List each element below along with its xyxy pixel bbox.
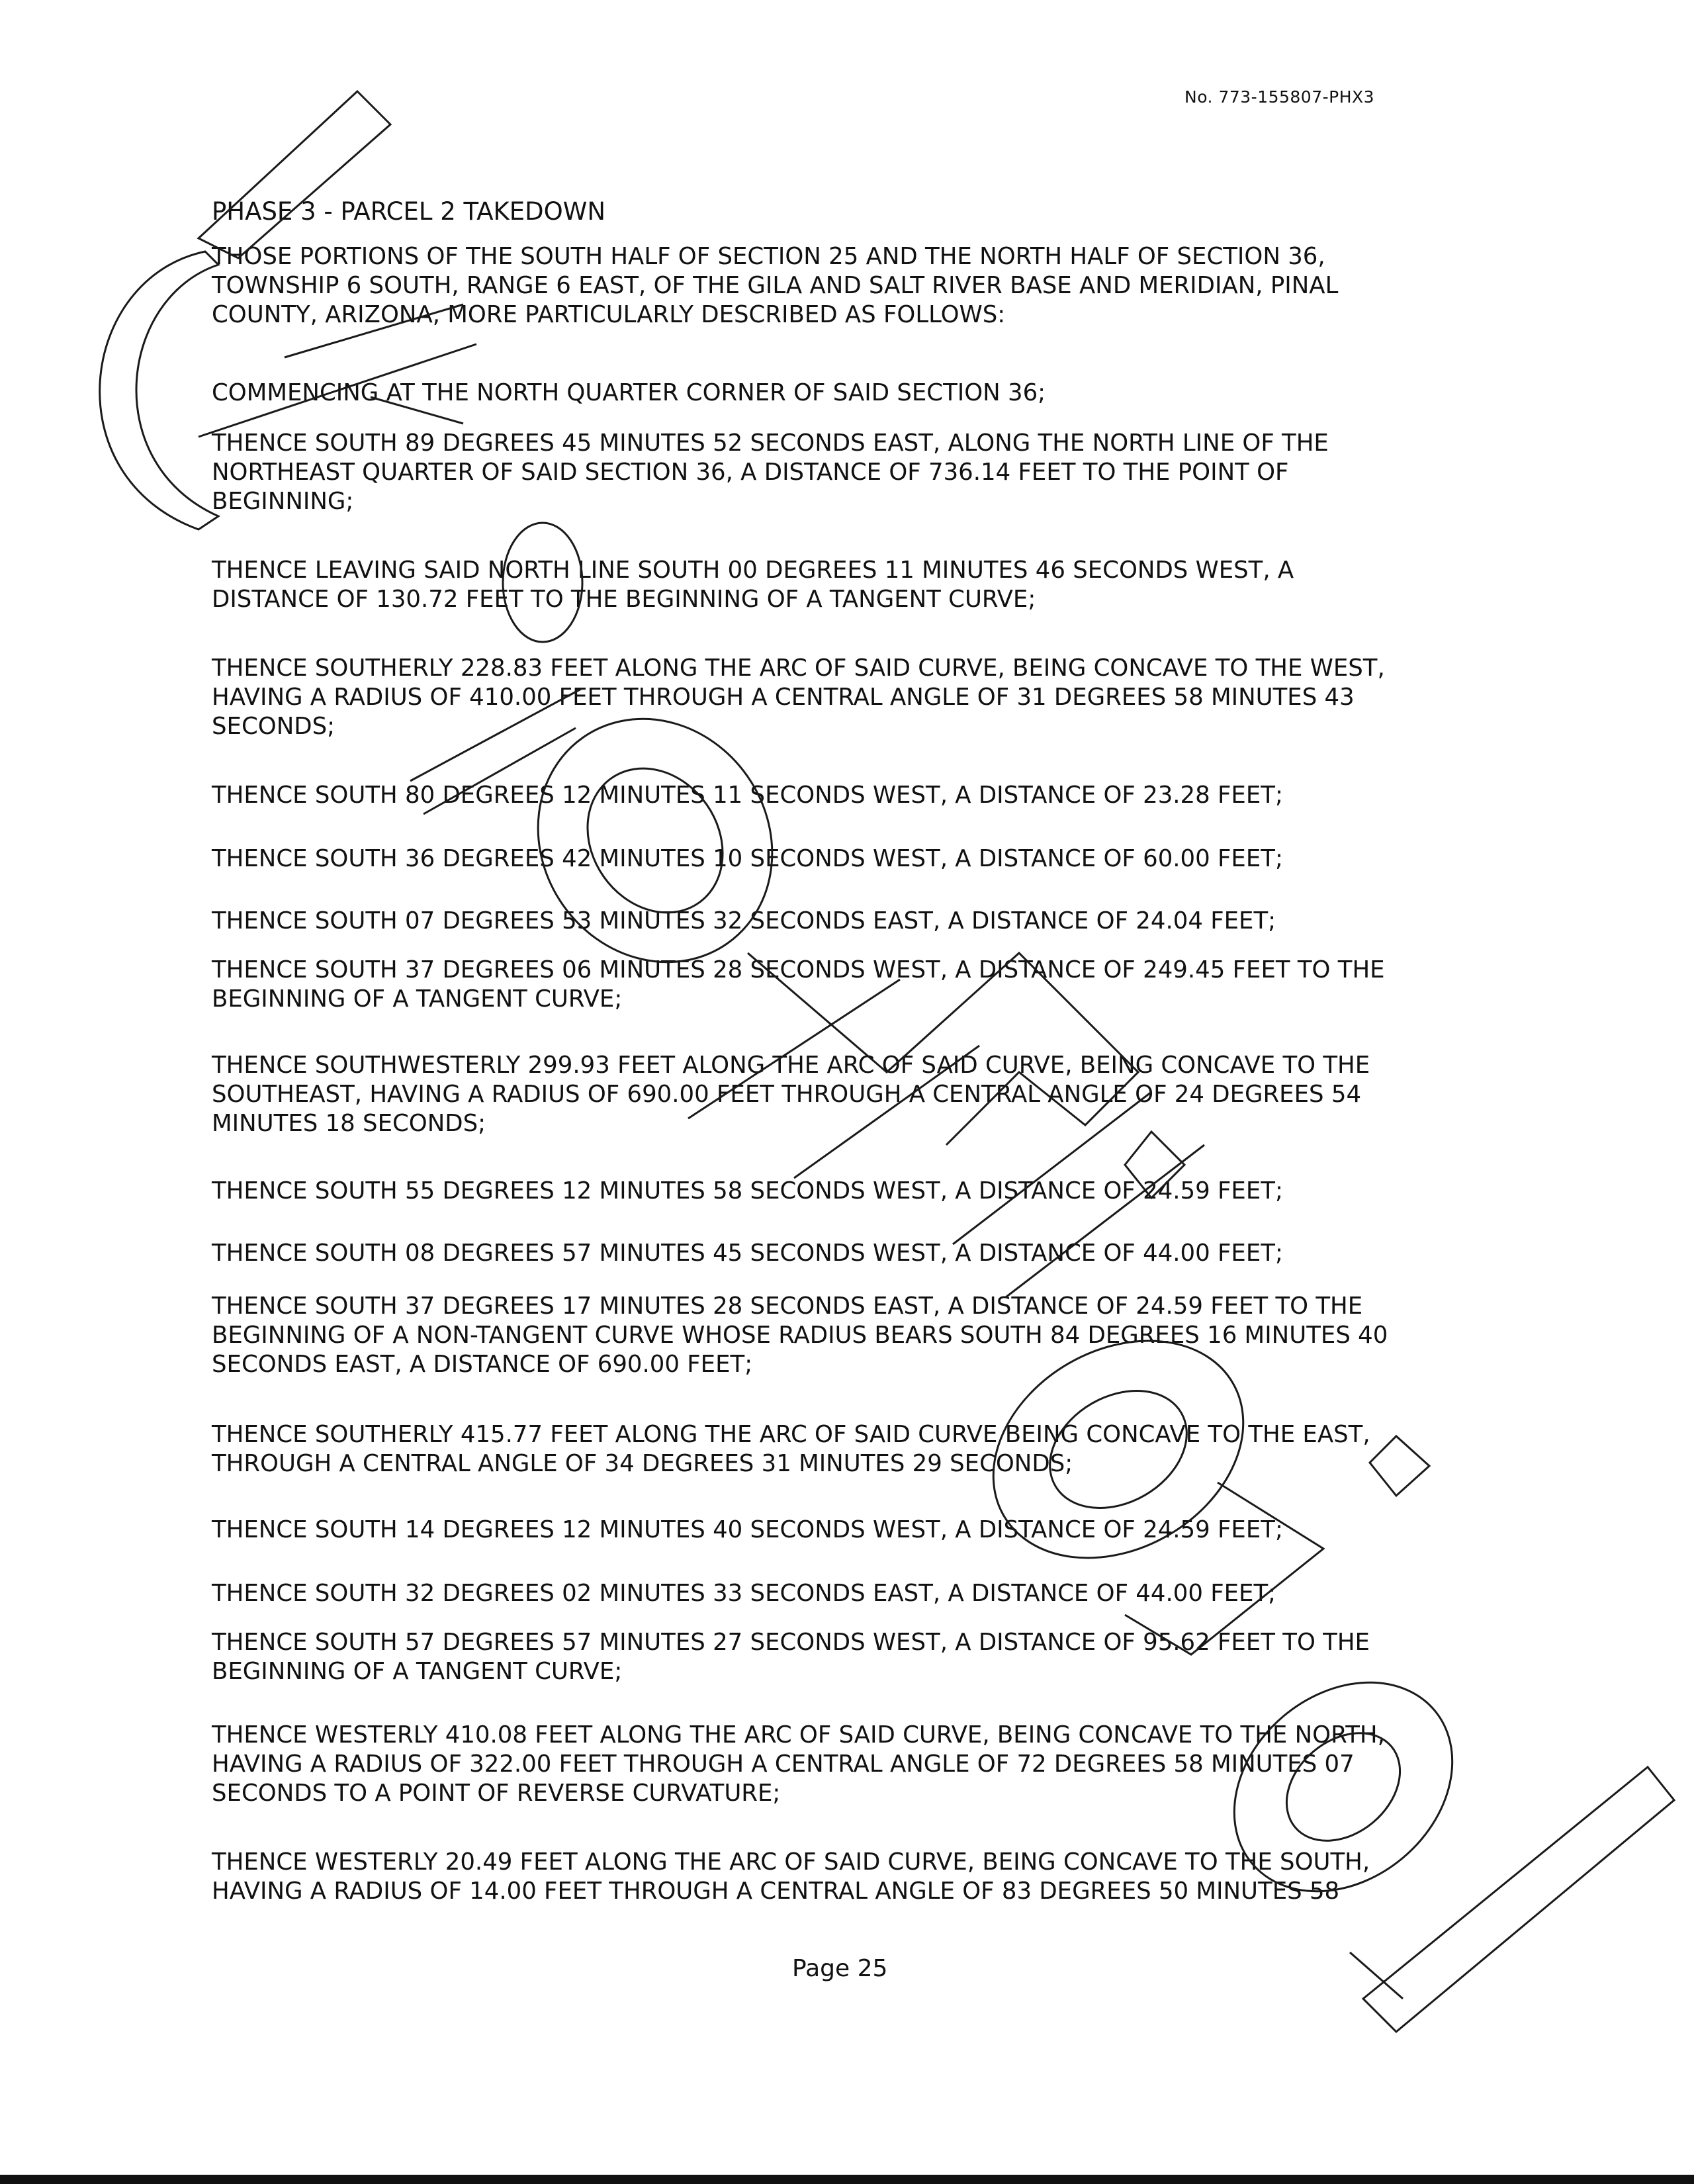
course-paragraph: THENCE WESTERLY 410.08 FEET ALONG THE ARC OF SAID CURVE, BEING CONCAVE TO THE NORTH, HAVING A RADIUS OF 322.00 FEET THROUGH A CENTRAL ANGLE OF 72 DEGREES 58 MINUTES 07 SECONDS TO A POINT OF REVERSE CURVATURE; [212, 1721, 1385, 1807]
phase-title: PHASE 3 - PARCEL 2 TAKEDOWN [212, 197, 606, 226]
course-paragraph: THENCE SOUTH 57 DEGREES 57 MINUTES 27 SECONDS WEST, A DISTANCE OF 95.62 FEET TO THE BEGINNING OF A TANGENT CURVE; [212, 1629, 1370, 1685]
watermark-stroke [1370, 1436, 1429, 1496]
course-paragraph: THENCE LEAVING SAID NORTH LINE SOUTH 00 DEGREES 11 MINUTES 46 SECONDS WEST, A DISTANCE OF 130.72 FEET TO THE BEGINNING OF A TANGENT CURVE; [212, 557, 1294, 613]
course-paragraph: THENCE WESTERLY 20.49 FEET ALONG THE ARC OF SAID CURVE, BEING CONCAVE TO THE SOUTH, HAVING A RADIUS OF 14.00 FEET THROUGH A CENTRAL ANGLE OF 83 DEGREES 50 MINUTES 58 [212, 1848, 1370, 1905]
watermark-stroke [199, 91, 390, 258]
document-number: No. 773-155807-PHX3 [1184, 87, 1375, 107]
course-paragraph: THENCE SOUTHWESTERLY 299.93 FEET ALONG THE ARC OF SAID CURVE, BEING CONCAVE TO THE SOUTHEAST, HAVING A RADIUS OF 690.00 FEET THROUGH A CENTRAL ANGLE OF 24 DEGREES 54 MINUTES 18 SECONDS; [212, 1052, 1370, 1137]
course-paragraph: THENCE SOUTH 07 DEGREES 53 MINUTES 32 SECONDS EAST, A DISTANCE OF 24.04 FEET; [212, 907, 1276, 934]
watermark-stroke [100, 251, 218, 529]
watermark-stroke [1363, 1767, 1674, 2032]
course-paragraph: THENCE SOUTH 36 DEGREES 42 MINUTES 10 SECONDS WEST, A DISTANCE OF 60.00 FEET; [212, 845, 1283, 872]
course-paragraph: THENCE SOUTH 32 DEGREES 02 MINUTES 33 SECONDS EAST, A DISTANCE OF 44.00 FEET; [212, 1580, 1276, 1607]
course-paragraph: THENCE SOUTH 80 DEGREES 12 MINUTES 11 SECONDS WEST, A DISTANCE OF 23.28 FEET; [212, 782, 1283, 809]
legal-description-paragraph: THOSE PORTIONS OF THE SOUTH HALF OF SECTION 25 AND THE NORTH HALF OF SECTION 36, TOWNSHIP 6 SOUTH, RANGE 6 EAST, OF THE GILA AND SALT RIVER BASE AND MERIDIAN, PINAL COUNTY, ARIZONA, MORE PARTICULARLY DESCRIBED AS FOLLOWS: [212, 243, 1339, 328]
scan-border [0, 2175, 1694, 2184]
page-number: Page 25 [792, 1955, 888, 1982]
course-paragraph: THENCE SOUTH 37 DEGREES 17 MINUTES 28 SECONDS EAST, A DISTANCE OF 24.59 FEET TO THE BEGINNING OF A NON-TANGENT CURVE WHOSE RADIUS BEARS SOUTH 84 DEGREES 16 MINUTES 40 SECONDS EAST, A DISTANCE OF 690.00 FEET; [212, 1293, 1388, 1378]
course-paragraph: THENCE SOUTH 55 DEGREES 12 MINUTES 58 SECONDS WEST, A DISTANCE OF 24.59 FEET; [212, 1177, 1283, 1205]
commencing-paragraph: COMMENCING AT THE NORTH QUARTER CORNER OF SAID SECTION 36; [212, 379, 1046, 406]
watermark-stroke [1350, 1952, 1403, 1999]
course-paragraph: THENCE SOUTH 14 DEGREES 12 MINUTES 40 SECONDS WEST, A DISTANCE OF 24.59 FEET; [212, 1516, 1283, 1543]
course-paragraph: THENCE SOUTH 89 DEGREES 45 MINUTES 52 SECONDS EAST, ALONG THE NORTH LINE OF THE NORTHEAST QUARTER OF SAID SECTION 36, A DISTANCE OF 736.14 FEET TO THE POINT OF BEGINNING; [212, 430, 1329, 515]
course-paragraph: THENCE SOUTH 08 DEGREES 57 MINUTES 45 SECONDS WEST, A DISTANCE OF 44.00 FEET; [212, 1240, 1283, 1267]
course-paragraph: THENCE SOUTHERLY 415.77 FEET ALONG THE ARC OF SAID CURVE BEING CONCAVE TO THE EAST, THROUGH A CENTRAL ANGLE OF 34 DEGREES 31 MINUTES 29 SECONDS; [212, 1421, 1370, 1477]
course-paragraph: THENCE SOUTH 37 DEGREES 06 MINUTES 28 SECONDS WEST, A DISTANCE OF 249.45 FEET TO THE BEGINNING OF A TANGENT CURVE; [212, 956, 1385, 1013]
course-paragraph: THENCE SOUTHERLY 228.83 FEET ALONG THE ARC OF SAID CURVE, BEING CONCAVE TO THE WEST, HAVING A RADIUS OF 410.00 FEET THROUGH A CENTRAL ANGLE OF 31 DEGREES 58 MINUTES 43 SECONDS; [212, 655, 1385, 740]
